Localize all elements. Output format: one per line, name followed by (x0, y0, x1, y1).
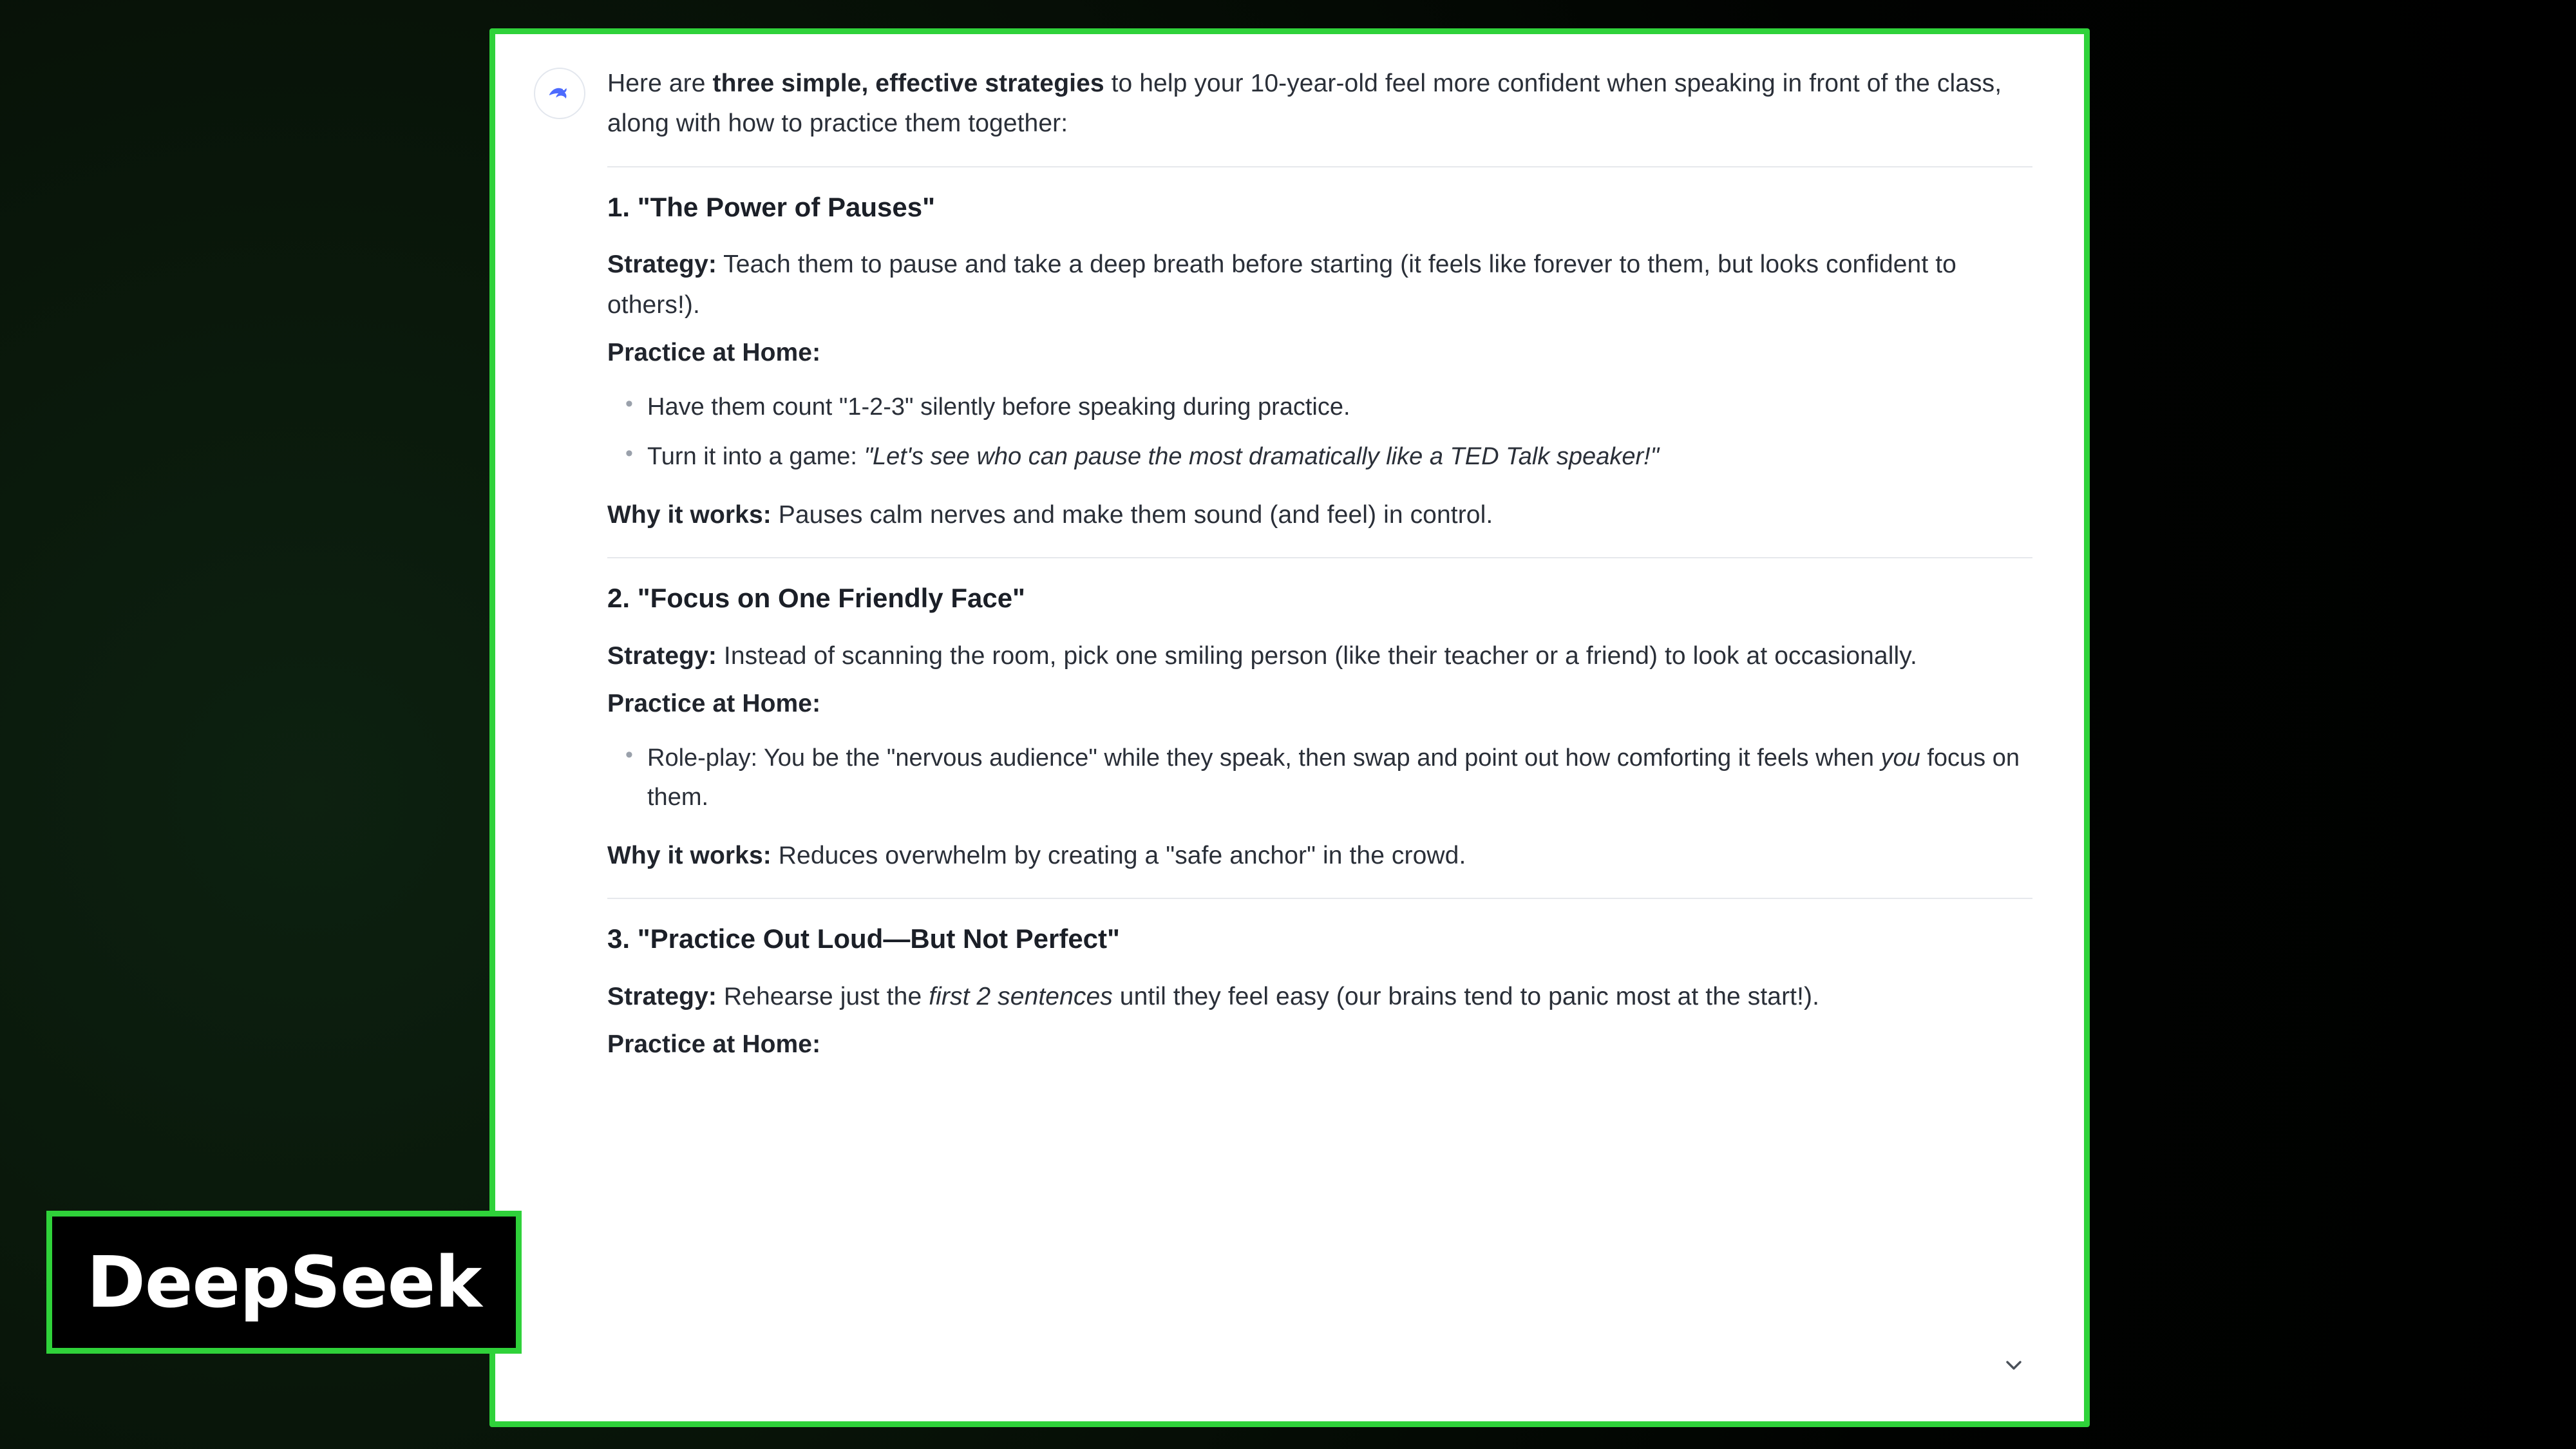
list-item (647, 437, 2032, 477)
strategy-label-2: Strategy: (607, 641, 717, 670)
strategy-post-3: until they feel easy (our brains tend to panic most at the start!). (1112, 982, 1820, 1010)
why-text-2: Reduces overwhelm by creating a "safe anchor" in the crowd. (771, 841, 1466, 869)
deepseek-watermark-badge (46, 1211, 522, 1354)
practice-list-2 (607, 739, 2032, 818)
practice-label-text-1: Practice at Home: (607, 339, 821, 367)
section-divider (607, 557, 2032, 558)
deepseek-whale-icon (534, 68, 585, 119)
section-2-why (607, 836, 2032, 876)
chat-message-content (495, 34, 2084, 1421)
section-heading-1: 1. "The Power of Pauses" (607, 191, 935, 222)
practice-label-1 (607, 333, 2032, 373)
practice-label-3 (607, 1025, 2032, 1065)
bullet-1-1-pre: Have them count "1-2-3" silently before speaking during practice. (647, 393, 1350, 421)
intro-post: to help your 10-year-old feel more confident when speaking in front of the class, along with how to practice them together: (607, 70, 2002, 138)
chevron-down-icon[interactable] (1990, 1341, 2038, 1389)
why-text-1: Pauses calm nerves and make them sound (and feel) in control. (771, 500, 1493, 529)
strategy-pre-3: Rehearse just the (716, 982, 929, 1010)
section-3-strategy (607, 977, 2032, 1017)
strategy-text-1: Teach them to pause and take a deep breath before starting (it feels like forever to them, but looks confident to others!). (607, 251, 1956, 319)
practice-list-1 (607, 388, 2032, 477)
message-body (607, 64, 2045, 1065)
section-1-why (607, 495, 2032, 535)
section-1-strategy (607, 245, 2032, 325)
practice-label-text-3: Practice at Home: (607, 1030, 821, 1059)
intro-paragraph (607, 64, 2032, 144)
why-label-1: Why it works: (607, 500, 772, 529)
strategy-italic-3: first 2 sentences (929, 982, 1113, 1010)
bullet-2-1-pre: Role-play: You be the "nervous audience" while they speak, then swap and point out how comforting it feels when (647, 744, 1881, 772)
assistant-message (534, 64, 2045, 1065)
section-2-strategy (607, 636, 2032, 676)
strategy-label-1: Strategy: (607, 251, 717, 279)
chat-message-card (489, 28, 2090, 1427)
bullet-1-2-italic: "Let's see who can pause the most dramatically like a TED Talk speaker!" (864, 443, 1660, 471)
why-label-2: Why it works: (607, 841, 772, 869)
section-divider (607, 166, 2032, 167)
strategy-text-2: Instead of scanning the room, pick one smiling person (like their teacher or a friend) to look at occasionally. (716, 641, 1917, 670)
intro-bold: three simple, effective strategies (712, 70, 1104, 97)
bullet-2-1-italic: you (1880, 744, 1920, 772)
watermark-label: DeepSeek (86, 1241, 482, 1323)
bullet-1-2-pre: Turn it into a game: (647, 443, 864, 471)
list-item (647, 739, 2032, 818)
practice-label-text-2: Practice at Home: (607, 690, 821, 718)
section-heading-3: 3. "Practice Out Loud—But Not Perfect" (607, 923, 1120, 954)
list-item (647, 388, 2032, 428)
practice-label-2 (607, 684, 2032, 724)
section-heading-2: 2. "Focus on One Friendly Face" (607, 583, 1025, 614)
intro-pre: Here are (607, 70, 713, 97)
bullet-2-1-post: focus on them. (647, 744, 2020, 811)
section-divider (607, 898, 2032, 899)
strategy-label-3: Strategy: (607, 982, 717, 1010)
